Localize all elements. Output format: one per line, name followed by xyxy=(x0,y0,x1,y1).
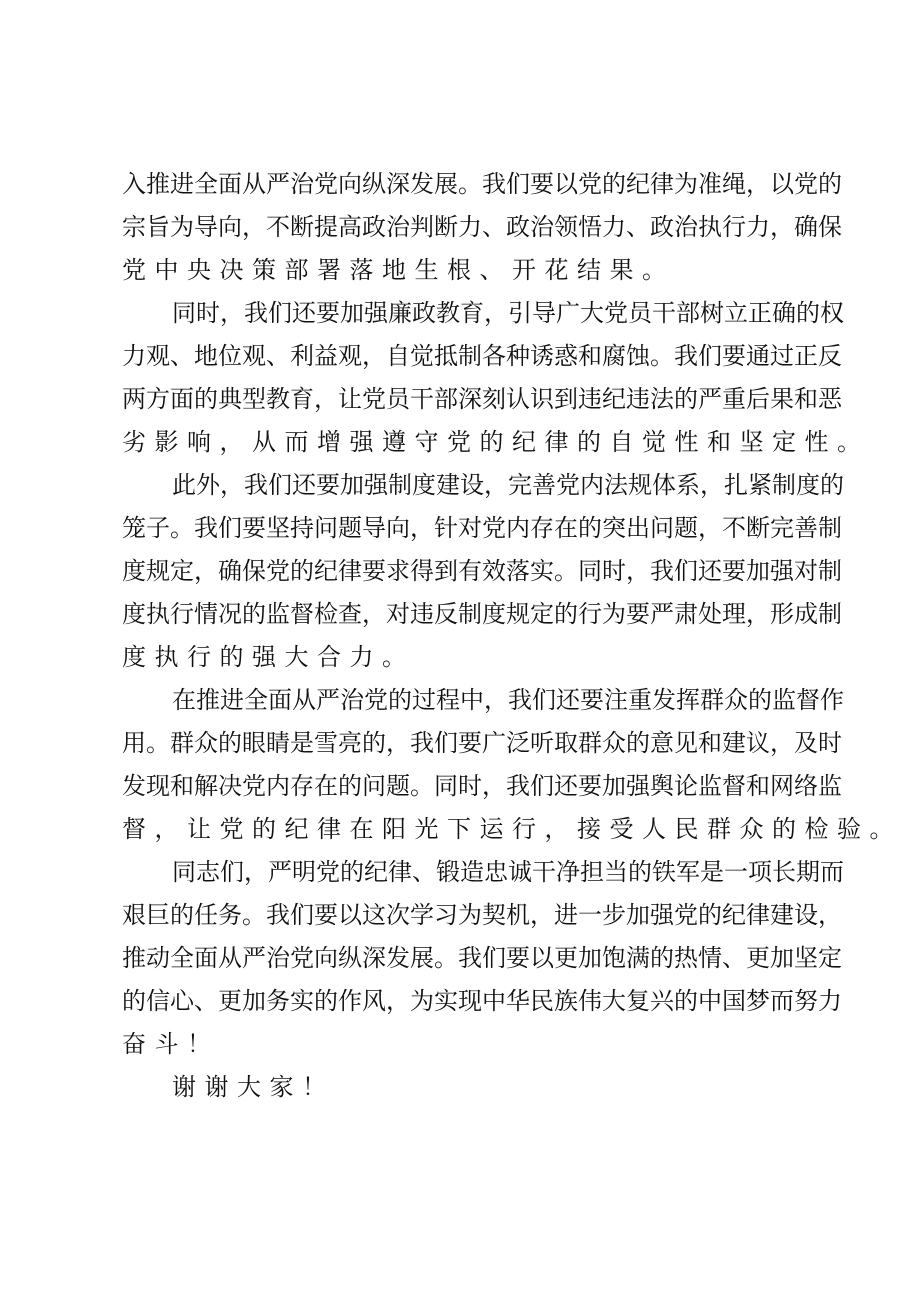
text-line: 奋斗！ xyxy=(122,1030,220,1058)
paragraph xyxy=(122,292,870,464)
text-line: 度执行的强大合力。 xyxy=(122,643,415,671)
text-line: 在推进全面从严治党的过程中，我们还要注重发挥群众的监督作 xyxy=(172,686,844,714)
text-line: 的信心、更加务实的作风，为实现中华民族伟大复兴的中国梦而努力 xyxy=(122,987,842,1015)
paragraph xyxy=(122,851,844,1066)
text-line: 宗旨为导向，不断提高政治判断力、政治领悟力、政治执行力，确保 xyxy=(122,213,842,241)
text-line: 此外，我们还要加强制度建设，完善党内法规体系，扎紧制度的 xyxy=(172,471,844,499)
paragraph xyxy=(122,679,902,851)
paragraph xyxy=(122,464,844,679)
closing-line: 谢谢大家！ xyxy=(172,1073,335,1101)
text-line: 党中央决策部署落地生根、开花结果。 xyxy=(122,256,675,284)
text-line: 度规定，确保党的纪律要求得到有效落实。同时，我们还要加强对制 xyxy=(122,557,842,585)
text-line: 劣影响，从而增强遵守党的纪律的自觉性和坚定性。 xyxy=(122,428,870,456)
text-line: 督，让党的纪律在阳光下运行，接受人民群众的检验。 xyxy=(122,815,902,843)
text-line: 同时，我们还要加强廉政教育，引导广大党员干部树立正确的权 xyxy=(172,299,844,327)
paragraph-closing xyxy=(122,1066,808,1109)
text-line: 力观、地位观、利益观，自觉抵制各种诱惑和腐蚀。我们要通过正反 xyxy=(122,342,842,370)
text-line: 入推进全面从严治党向纵深发展。我们要以党的纪律为准绳，以党的 xyxy=(122,170,842,198)
text-line: 同志们，严明党的纪律、锻造忠诚干净担当的铁军是一项长期而 xyxy=(172,858,844,886)
text-line: 推动全面从严治党向纵深发展。我们要以更加饱满的热情、更加坚定 xyxy=(122,944,842,972)
paragraph xyxy=(122,163,842,292)
text-line: 度执行情况的监督检查，对违反制度规定的行为要严肃处理，形成制 xyxy=(122,600,842,628)
text-line: 笼子。我们要坚持问题导向，针对党内存在的突出问题，不断完善制 xyxy=(122,514,842,542)
text-line: 艰巨的任务。我们要以这次学习为契机，进一步加强党的纪律建设， xyxy=(122,901,842,929)
text-line: 发现和解决党内存在的问题。同时，我们还要加强舆论监督和网络监 xyxy=(122,772,842,800)
text-line: 用。群众的眼睛是雪亮的，我们要广泛听取群众的意见和建议，及时 xyxy=(122,729,842,757)
document-body xyxy=(122,163,902,1109)
text-line: 两方面的典型教育，让党员干部深刻认识到违纪违法的严重后果和恶 xyxy=(122,385,842,413)
